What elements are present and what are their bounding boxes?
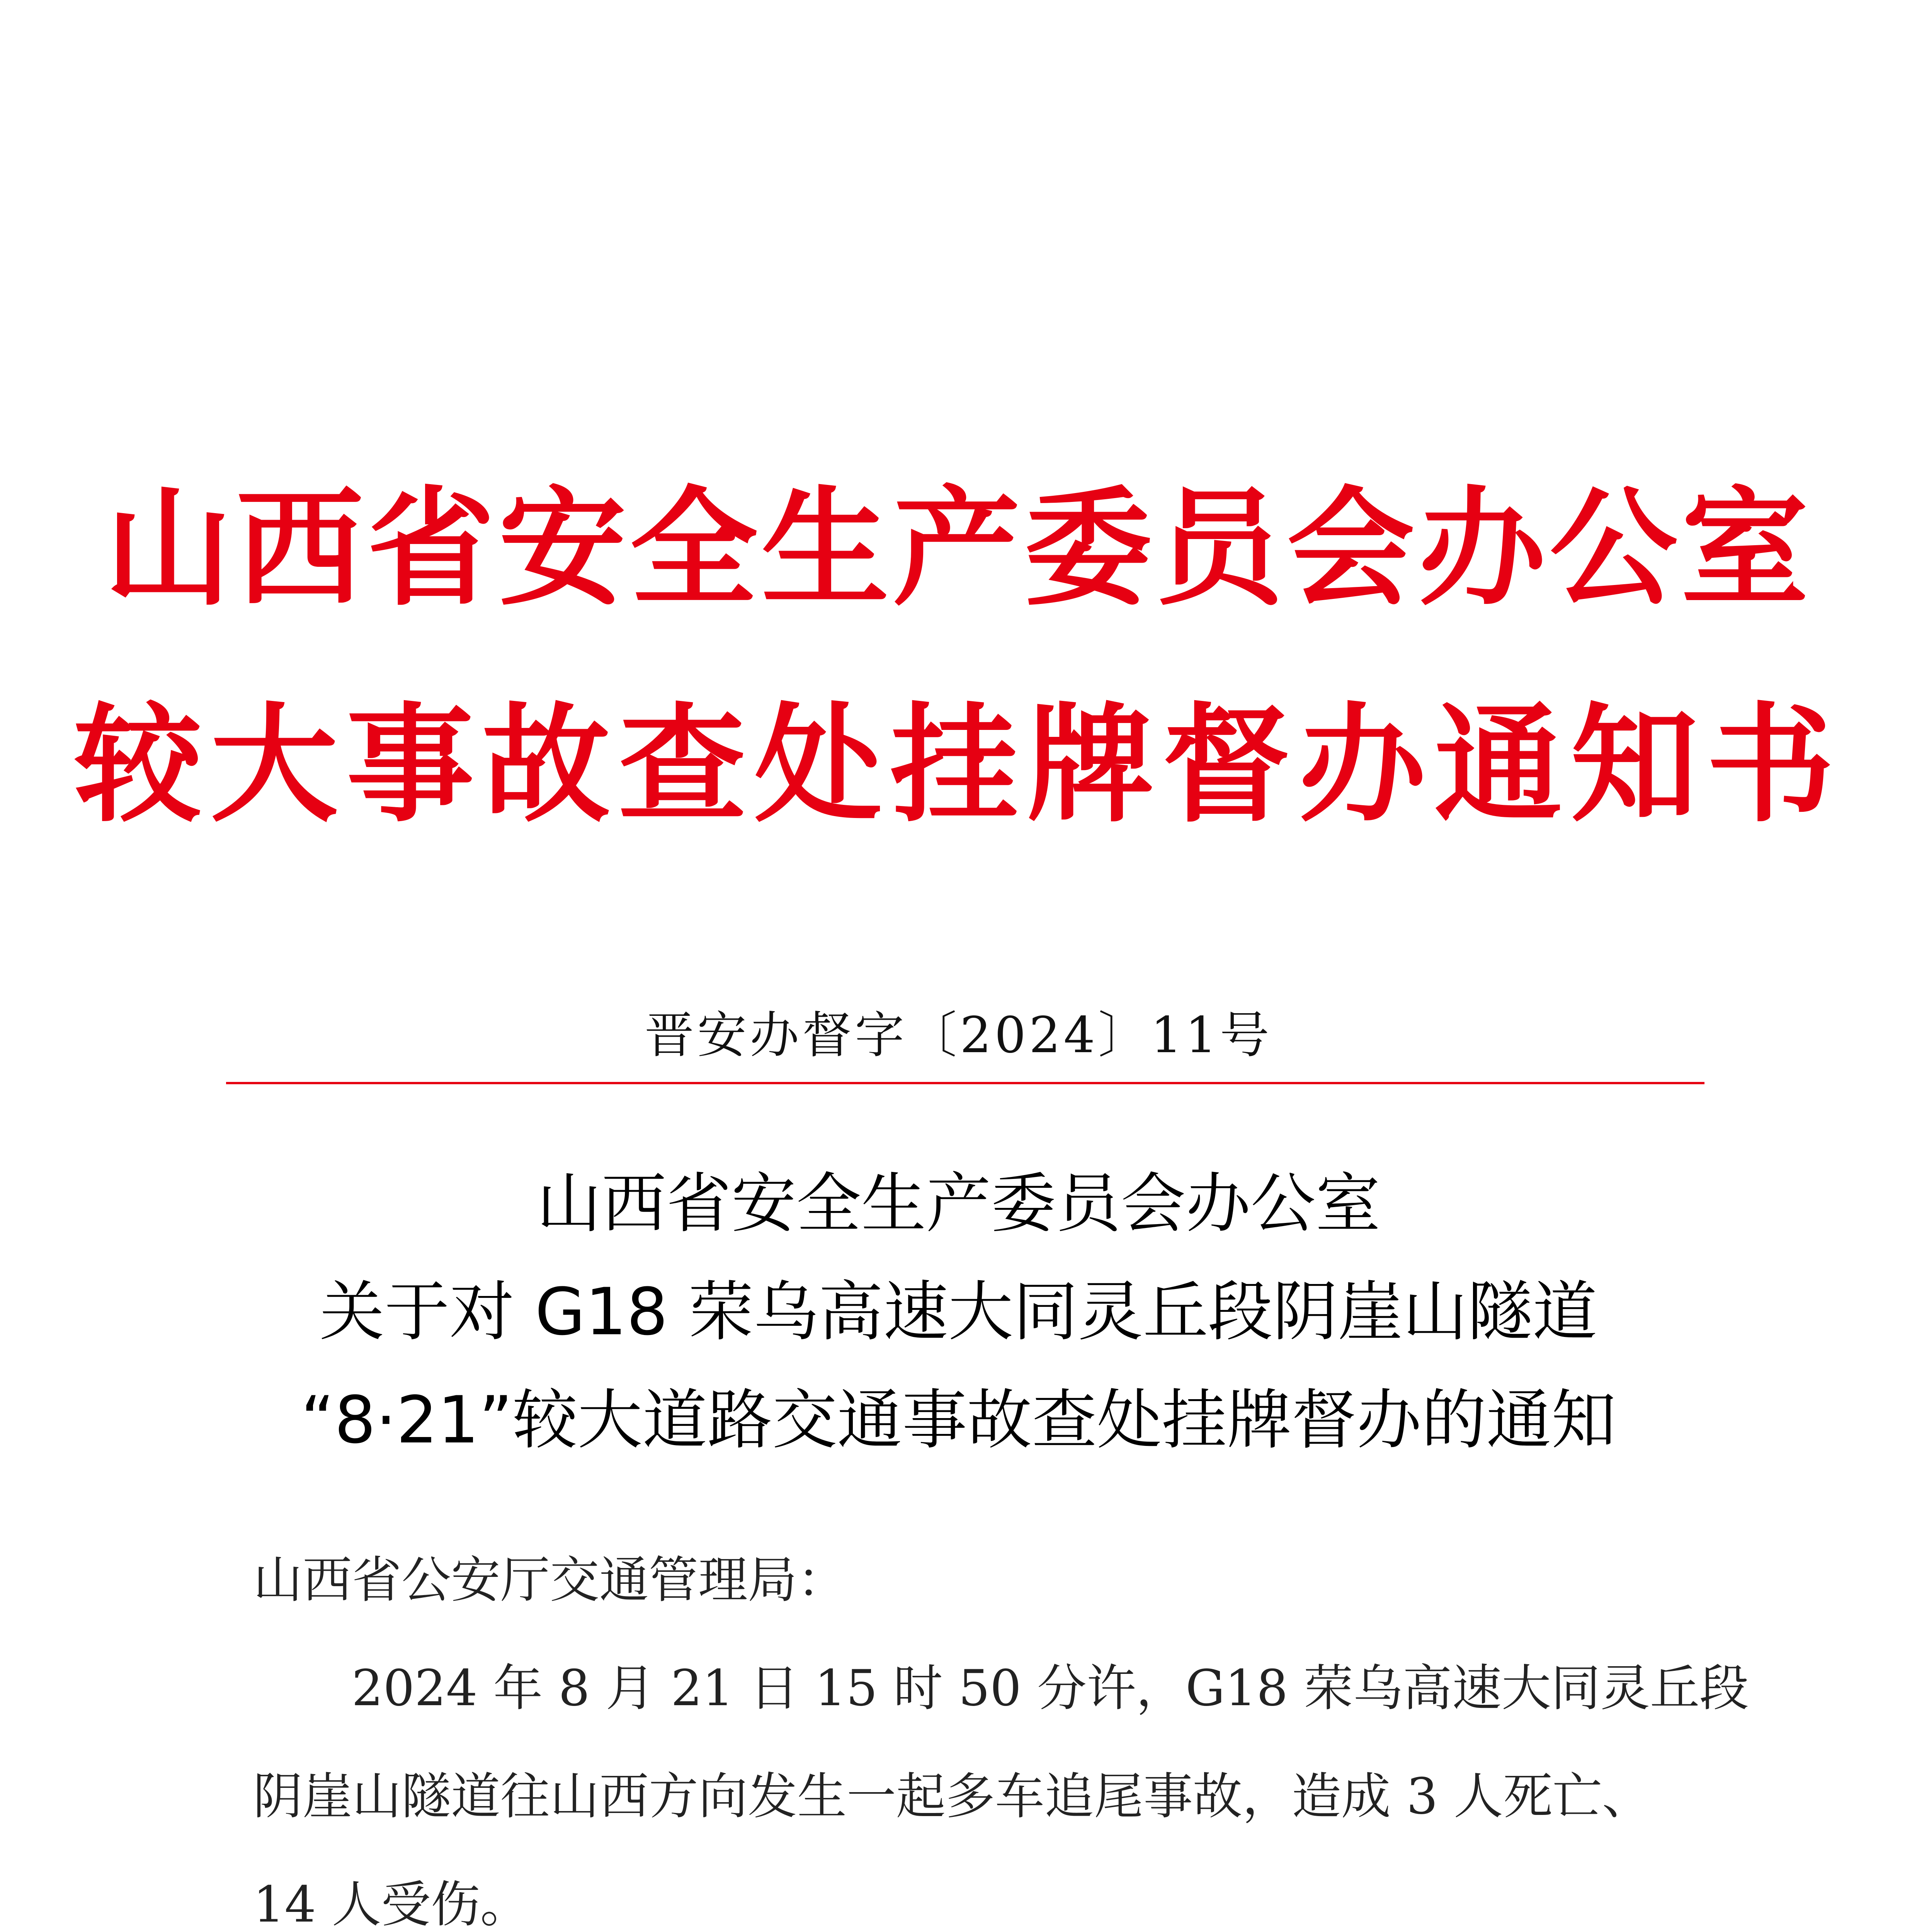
letterhead-title-line1: 山西省安全生产委员会办公室	[104, 474, 1813, 623]
notice-title-line1: 山西省安全生产委员会办公室	[536, 1166, 1381, 1242]
paragraph-1-line-1: 2024 年 8 月 21 日 15 时 50 分许，G18 荣乌高速大同灵丘段	[352, 1660, 1749, 1717]
recipient-line: 山西省公安厅交通管理局：	[253, 1551, 847, 1609]
document-number: 晋安办督字〔2024〕11号	[645, 1007, 1272, 1064]
paragraph-1-line-2: 阴崖山隧道往山西方向发生一起多车追尾事故，造成 3 人死亡、	[253, 1768, 1652, 1825]
letterhead-title-line2: 较大事故查处挂牌督办通知书	[74, 691, 1843, 839]
red-separator-line	[226, 1082, 1704, 1084]
notice-title-line3: “8·21”较大道路交通事故查处挂牌督办的通知	[301, 1382, 1616, 1458]
notice-title-line2: 关于对 G18 荣乌高速大同灵丘段阴崖山隧道	[320, 1274, 1597, 1350]
paragraph-1-line-3: 14 人受伤。	[253, 1876, 530, 1932]
